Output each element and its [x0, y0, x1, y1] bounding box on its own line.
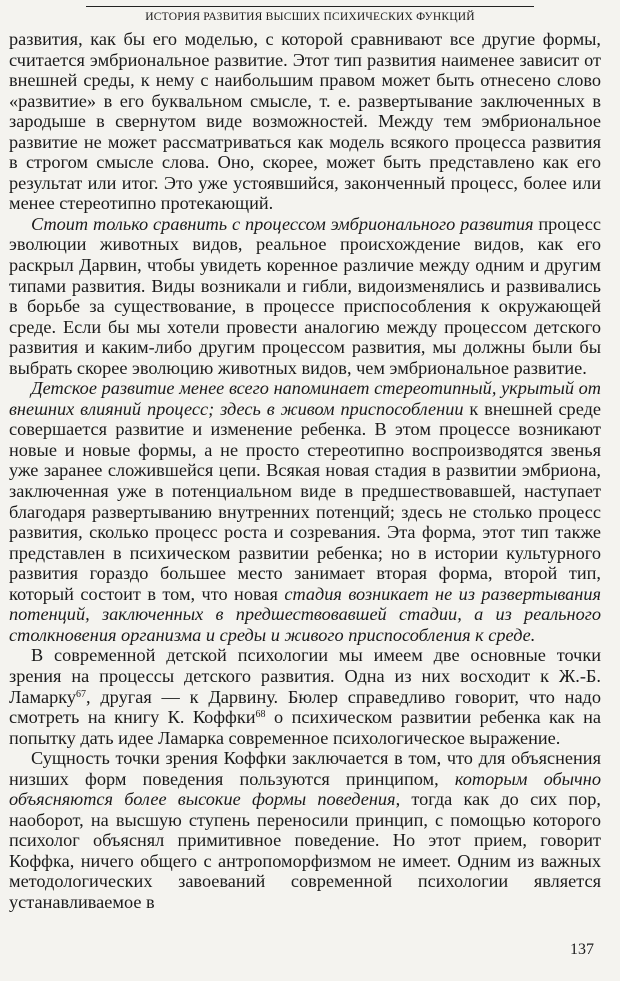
italic-text: стадия возникает не из развертывания потенций, заключенных в предшествовавшей стадии, а из реального столкновения организма и среды и живого приспособления к среде.: [9, 583, 601, 645]
paragraph: [9, 29, 601, 214]
body-text: [9, 29, 601, 913]
text-run: развития, как бы его моделью, с которой сравнивают все другие формы, считается эмбриональное развитие. Этот тип развития наименее зависит от внешней среды, к нему с наибольшим правом может быть отнесено слово «развитие» в его буквальном смысле, т. е. развертывание заключенных в зародыше в свернутом виде возможностей. Между тем эмбриональное развитие не может рассматриваться как модель всякого процесса развития в строгом смысле слова. Оно, скорее, может быть представлено как его результат или итог. Это уже устоявшийся, законченный процесс, более или менее стереотипно протекающий.: [9, 29, 601, 214]
text-run: процесс эволюции животных видов, реальное происхождение видов, как его раскрыл Дарвин, чтобы увидеть коренное различие между одним и другим типами развития. Виды возникали и гибли, видоизменялись и развивались в борьбе за существование, в процессе приспособления к окружающей среде. Если бы мы хотели провести аналогию между процессом детского развития и каким-либо другим процессом развития, мы должны были бы выбрать скорее эволюцию животных видов, чем эмбриональное развитие.: [9, 213, 601, 378]
italic-text: Стоит только сравнить с процессом эмбрионального развития: [31, 213, 534, 234]
running-head: ИСТОРИЯ РАЗВИТИЯ ВЫСШИХ ПСИХИЧЕСКИХ ФУНКЦИЙ: [145, 11, 475, 23]
italic-text: Детское развитие менее всего напоминает стереотипный, укрытый от внешних влияний процесс; здесь в живом приспособлении: [9, 378, 601, 419]
footnote-ref: 68: [255, 709, 266, 721]
text-run: о психическом развитии ребенка как на попытку дать идее Ламарка современное психологическое выражение.: [9, 707, 601, 748]
paragraph: [9, 645, 601, 748]
text-run: В современной детской психологии мы имеем две основные точки зрения на процессы детского развития. Одна из них восходит к Ж.-Б. Ламарку: [9, 645, 601, 707]
paragraph: [9, 214, 601, 378]
text-run: Сущность точки зрения Коффки заключается в том, что для объяснения низших форм поведения пользуются принципом,: [9, 748, 601, 789]
italic-text: которым обычно объясняются более высокие формы поведения: [9, 768, 601, 810]
text-run: , другая — к Дарвину. Бюлер справедливо говорит, что надо смотреть на книгу К. Коффки: [9, 686, 601, 728]
footnote-ref: 67: [75, 688, 86, 700]
paragraph: [9, 748, 601, 912]
text-run: к внешней среде совершается развитие и изменение ребенка. В этом процессе возникают новые и новые формы, а не просто стереотипно воспроизводятся звенья уже заранее сложившейся цепи. Всякая новая стадия в развитии эмбриона, заключенная уже в потенциальном виде в предшествовавшей, наступает благодаря развертыванию внутренних потенций; здесь не столько процесс развития, сколько процесс роста и созревания. Эта форма, этот тип также представлен в психическом развитии ребенка; но в истории культурного развития гораздо большее место занимает вторая форма, второй тип, который состоит в том, что новая: [9, 398, 601, 604]
paragraph: [9, 378, 601, 645]
text-run: , тогда как до сих пор, наоборот, на высшую ступень переносили принцип, с помощью которого психолог объяснял примитивное поведение. Но этот прием, говорит Коффка, ничего общего с антропоморфизмом не имеет. Одним из важных методологических завоеваний современной психологии является устанавливаемое в: [9, 789, 601, 912]
page-number: 137: [570, 941, 594, 958]
header-rule: [86, 6, 534, 7]
